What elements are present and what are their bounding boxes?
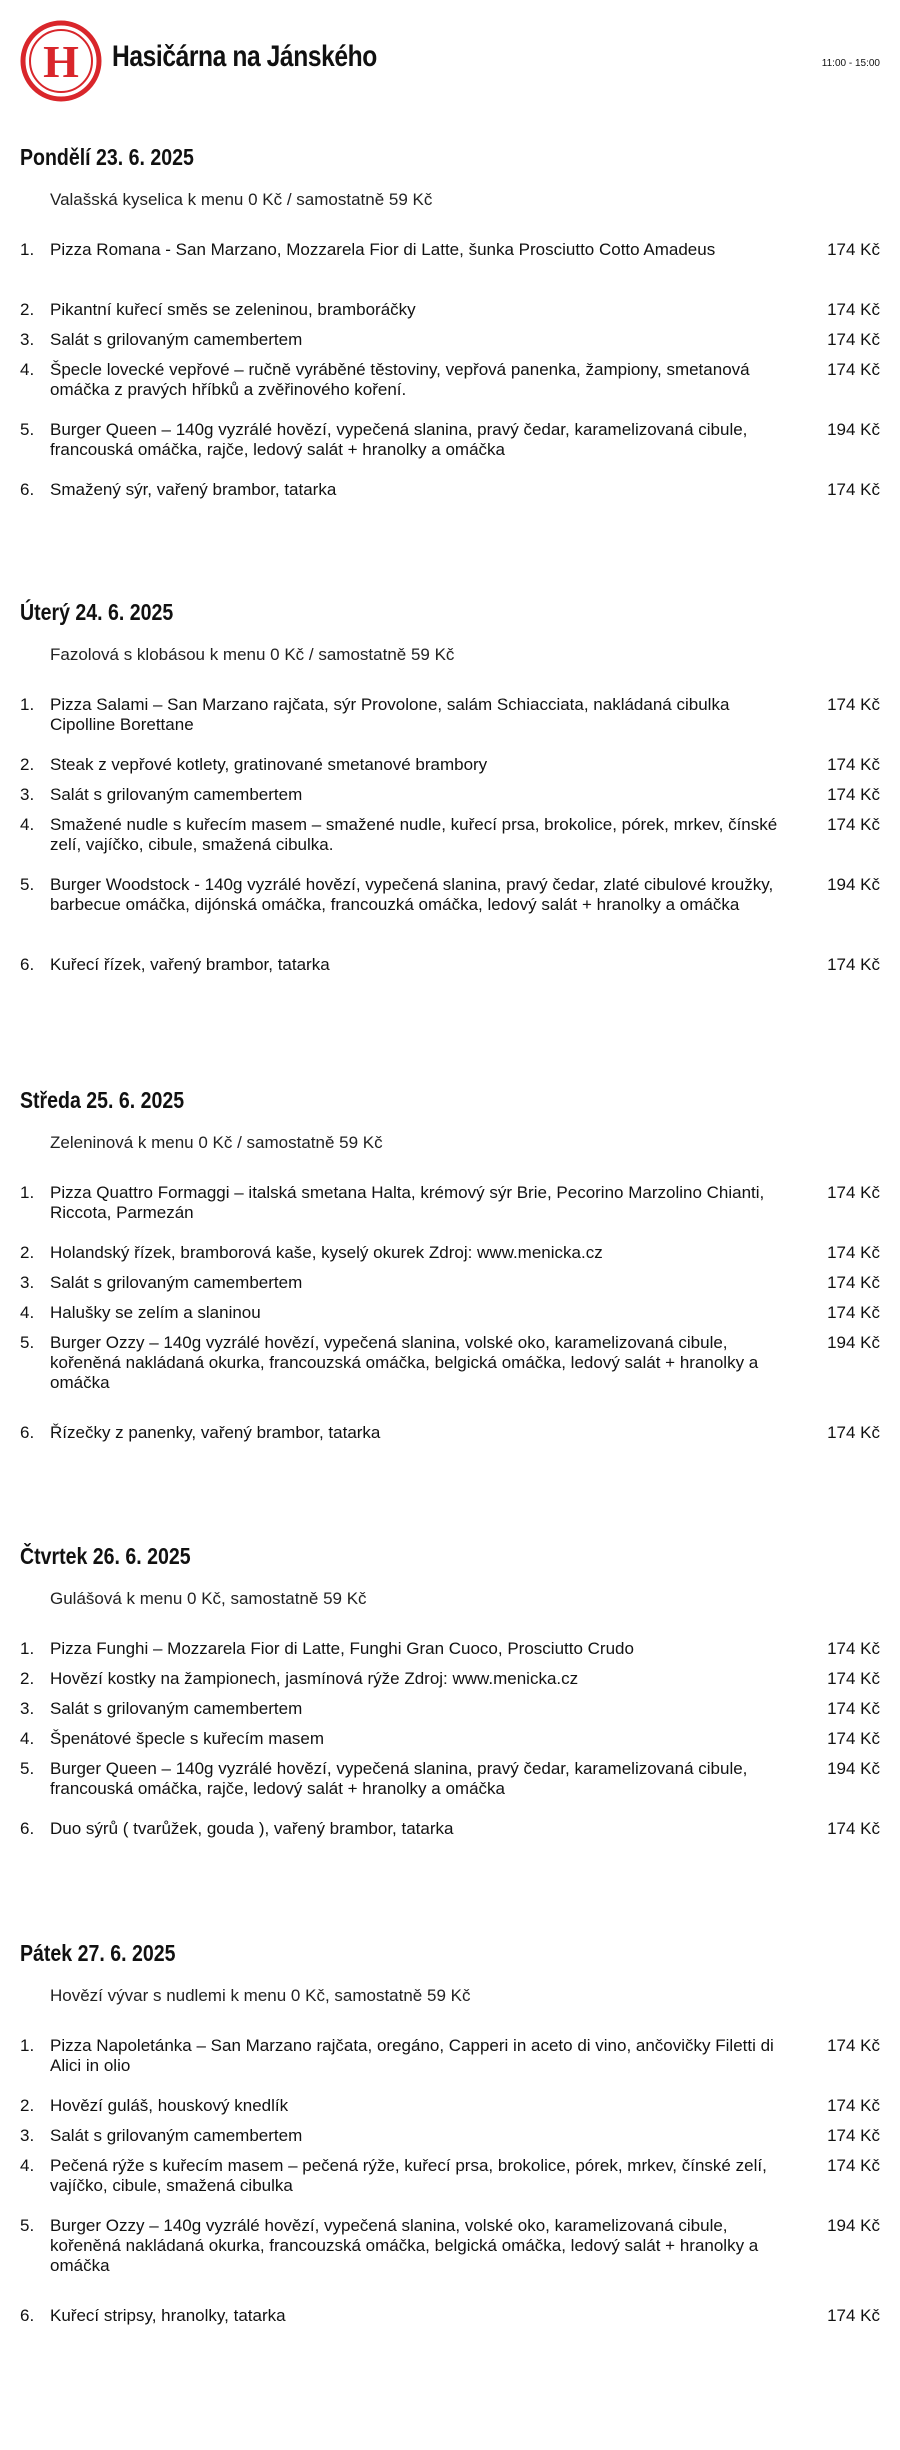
item-number: 3.	[20, 330, 35, 349]
item-number: 1.	[20, 2036, 35, 2055]
item-description: Salát s grilovaným camembertem	[50, 785, 303, 804]
item-description: Holandský řízek, bramborová kaše, kyselý okurek Zdroj: www.menicka.cz	[50, 1243, 603, 1262]
item-number: 4.	[20, 360, 35, 379]
item-description: Steak z vepřové kotlety, gratinované smetanové brambory	[50, 755, 488, 774]
item-description: Salát s grilovaným camembertem	[50, 1699, 303, 1718]
item-price: 194 Kč	[827, 420, 880, 439]
item-number: 2.	[20, 2096, 35, 2115]
item-number: 3.	[20, 1699, 35, 1718]
item-description: Smažený sýr, vařený brambor, tatarka	[50, 480, 337, 499]
item-price: 174 Kč	[827, 1729, 880, 1748]
day-title: Čtvrtek 26. 6. 2025	[20, 1543, 191, 1569]
day-title: Úterý 24. 6. 2025	[20, 599, 174, 625]
day-section-thursday	[20, 1541, 880, 1838]
item-number: 6.	[20, 480, 35, 499]
soup-line: Hovězí vývar s nudlemi k menu 0 Kč, samostatně 59 Kč	[50, 1986, 471, 2005]
item-number: 6.	[20, 955, 35, 974]
item-price: 174 Kč	[827, 1819, 880, 1838]
item-description: Pizza Romana - San Marzano, Mozzarela Fior di Latte, šunka Prosciutto Cotto Amadeus	[50, 240, 716, 259]
item-price: 174 Kč	[827, 1303, 880, 1322]
day-title: Pátek 27. 6. 2025	[20, 1940, 176, 1966]
item-price: 174 Kč	[827, 2156, 880, 2175]
day-section-friday	[20, 1938, 880, 2325]
item-description: Špecle lovecké vepřové – ručně vyráběné těstoviny, vepřová panenka, žampiony, smetanová omáčka z pravých hříbků a zvěřinového koření.	[50, 360, 750, 399]
item-number: 5.	[20, 1759, 35, 1778]
item-description: Kuřecí stripsy, hranolky, tatarka	[50, 2306, 286, 2325]
item-number: 3.	[20, 1273, 35, 1292]
soup-line: Gulášová k menu 0 Kč, samostatně 59 Kč	[50, 1589, 367, 1608]
item-description: Pizza Funghi – Mozzarela Fior di Latte, Funghi Gran Cuoco, Prosciutto Crudo	[50, 1639, 634, 1658]
item-price: 174 Kč	[827, 815, 880, 834]
item-description: Hovězí guláš, houskový knedlík	[50, 2096, 289, 2115]
item-price: 174 Kč	[827, 1243, 880, 1262]
item-price: 194 Kč	[827, 1759, 880, 1778]
item-number: 5.	[20, 2216, 35, 2235]
item-price: 174 Kč	[827, 300, 880, 319]
day-title: Pondělí 23. 6. 2025	[20, 144, 194, 170]
item-description: Burger Ozzy – 140g vyzrálé hovězí, vypečená slanina, volské oko, karamelizovaná cibule, kořeněná nakládaná okurka, francouzská omáčka, belgická omáčka, ledový salát + hranolky a omáčka	[50, 1333, 759, 1392]
restaurant-name: Hasičárna na Jánského	[112, 40, 377, 73]
item-price: 174 Kč	[827, 955, 880, 974]
item-number: 1.	[20, 240, 35, 259]
item-price: 174 Kč	[827, 785, 880, 804]
item-description: Kuřecí řízek, vařený brambor, tatarka	[50, 955, 330, 974]
item-description: Salát s grilovaným camembertem	[50, 330, 303, 349]
item-description: Burger Ozzy – 140g vyzrálé hovězí, vypečená slanina, volské oko, karamelizovaná cibule, kořeněná nakládaná okurka, francouzská omáčka, belgická omáčka, ledový salát + hranolky a omáčka	[50, 2216, 759, 2275]
item-number: 5.	[20, 1333, 35, 1352]
item-price: 194 Kč	[827, 2216, 880, 2235]
item-price: 174 Kč	[827, 695, 880, 714]
item-description: Burger Woodstock - 140g vyzrálé hovězí, vypečená slanina, pravý čedar, zlaté cibulové kroužky, barbecue omáčka, dijónská omáčka, francouzká omáčka, ledový salát + hranolky a omáčka	[50, 875, 774, 914]
item-description: Duo sýrů ( tvarůžek, gouda ), vařený brambor, tatarka	[50, 1819, 454, 1838]
item-price: 174 Kč	[827, 480, 880, 499]
day-title: Středa 25. 6. 2025	[20, 1087, 185, 1113]
item-description: Smažené nudle s kuřecím masem – smažené nudle, kuřecí prsa, brokolice, pórek, mrkev, čínské zelí, vajíčko, cibule, smažená cibulka.	[50, 815, 778, 854]
item-number: 6.	[20, 1423, 35, 1442]
opening-hours: 11:00 - 15:00	[821, 58, 880, 69]
soup-line: Valašská kyselica k menu 0 Kč / samostatně 59 Kč	[50, 190, 433, 209]
item-number: 5.	[20, 875, 35, 894]
item-number: 1.	[20, 1183, 35, 1202]
item-number: 3.	[20, 785, 35, 804]
soup-line: Fazolová s klobásou k menu 0 Kč / samostatně 59 Kč	[50, 645, 455, 664]
item-price: 174 Kč	[827, 2306, 880, 2325]
item-description: Špenátové špecle s kuřecím masem	[50, 1729, 325, 1748]
item-number: 3.	[20, 2126, 35, 2145]
item-number: 5.	[20, 420, 35, 439]
item-number: 2.	[20, 1243, 35, 1262]
item-price: 174 Kč	[827, 1669, 880, 1688]
item-price: 174 Kč	[827, 2036, 880, 2055]
item-price: 174 Kč	[827, 2126, 880, 2145]
logo-letter: H	[43, 36, 79, 87]
day-section-monday	[20, 142, 880, 499]
item-price: 174 Kč	[827, 1639, 880, 1658]
item-number: 2.	[20, 1669, 35, 1688]
item-description: Salát s grilovaným camembertem	[50, 1273, 303, 1292]
item-description: Salát s grilovaným camembertem	[50, 2126, 303, 2145]
item-description: Burger Queen – 140g vyzrálé hovězí, vypečená slanina, pravý čedar, karamelizovaná cibule, francouská omáčka, rajče, ledový salát + hranolky a omáčka	[50, 420, 748, 459]
item-description: Burger Queen – 140g vyzrálé hovězí, vypečená slanina, pravý čedar, karamelizovaná cibule, francouská omáčka, rajče, ledový salát + hranolky a omáčka	[50, 1759, 748, 1798]
item-price: 194 Kč	[827, 1333, 880, 1352]
item-number: 4.	[20, 2156, 35, 2175]
header	[20, 20, 880, 102]
soup-line: Zeleninová k menu 0 Kč / samostatně 59 Kč	[50, 1133, 383, 1152]
item-number: 2.	[20, 755, 35, 774]
item-number: 4.	[20, 815, 35, 834]
item-price: 174 Kč	[827, 1423, 880, 1442]
item-number: 1.	[20, 695, 35, 714]
item-description: Pizza Quattro Formaggi – italská smetana Halta, krémový sýr Brie, Pecorino Marzolino Chianti, Riccota, Parmezán	[50, 1183, 765, 1222]
item-description: Pizza Napoletánka – San Marzano rajčata, oregáno, Capperi in aceto di vino, ančovičky Filetti di Alici in olio	[50, 2036, 774, 2075]
item-price: 194 Kč	[827, 875, 880, 894]
item-description: Pečená rýže s kuřecím masem – pečená rýže, kuřecí prsa, brokolice, pórek, mrkev, čínské zelí, vajíčko, cibule, smažená cibulka	[50, 2156, 767, 2195]
item-number: 6.	[20, 1819, 35, 1838]
item-price: 174 Kč	[827, 1699, 880, 1718]
item-price: 174 Kč	[827, 1183, 880, 1202]
item-number: 2.	[20, 300, 35, 319]
item-number: 1.	[20, 1639, 35, 1658]
item-number: 4.	[20, 1729, 35, 1748]
item-price: 174 Kč	[827, 360, 880, 379]
item-description: Halušky se zelím a slaninou	[50, 1303, 261, 1322]
item-price: 174 Kč	[827, 1273, 880, 1292]
item-number: 6.	[20, 2306, 35, 2325]
item-price: 174 Kč	[827, 240, 880, 259]
item-description: Řízečky z panenky, vařený brambor, tatarka	[50, 1423, 381, 1442]
item-price: 174 Kč	[827, 2096, 880, 2115]
item-price: 174 Kč	[827, 755, 880, 774]
day-section-wednesday	[20, 1085, 880, 1442]
restaurant-logo	[20, 20, 102, 102]
item-number: 4.	[20, 1303, 35, 1322]
item-price: 174 Kč	[827, 330, 880, 349]
day-section-tuesday	[20, 597, 880, 974]
item-description: Pizza Salami – San Marzano rajčata, sýr Provolone, salám Schiacciata, nakládaná cibulka Cipolline Borettane	[50, 695, 730, 734]
item-description: Hovězí kostky na žampionech, jasmínová rýže Zdroj: www.menicka.cz	[50, 1669, 579, 1688]
item-description: Pikantní kuřecí směs se zeleninou, bramboráčky	[50, 300, 416, 319]
